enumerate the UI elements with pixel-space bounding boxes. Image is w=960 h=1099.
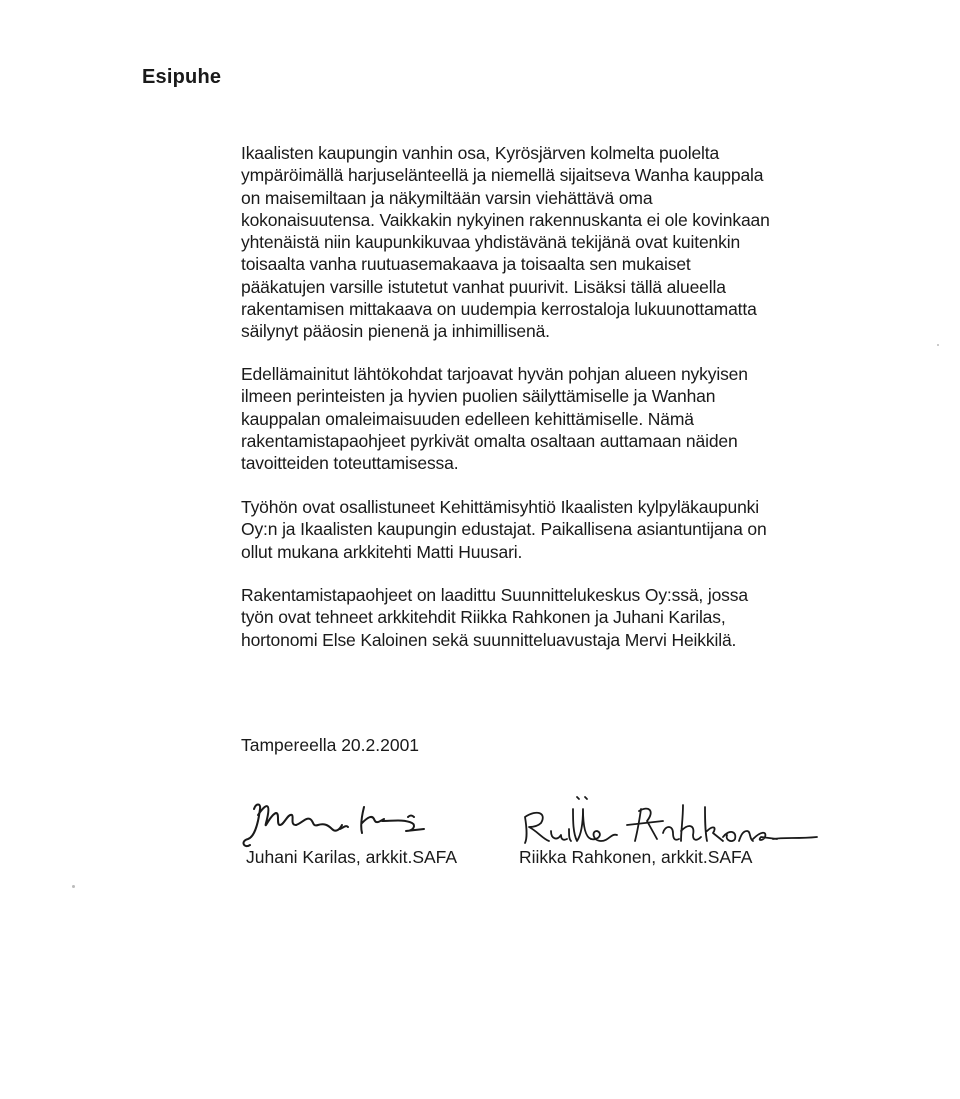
text-line: säilynyt pääosin pienenä ja inhimillisenä. (241, 321, 550, 342)
text-line: rakentamisen mittakaava on uudempia kerrostaloja lukuunottamatta (241, 299, 757, 320)
paragraph-1 (241, 142, 831, 343)
text-line: kauppalan omaleimaisuuden edelleen kehittämiselle. Nämä (241, 408, 694, 429)
text-line: ympäröimällä harjuselänteellä ja niemellä sijaitseva Wanha kauppala (241, 165, 764, 186)
scan-speck (937, 344, 939, 346)
text-line: pääkatujen varsille istutetut vanhat puurivit. Lisäksi tällä alueella (241, 276, 726, 297)
text-line: yhtenäistä niin kaupunkikuvaa yhdistävänä tekijänä ovat kuitenkin (241, 232, 741, 253)
text-line: ilmeen perinteisten ja hyvien puolien säilyttämiselle ja Wanhan (241, 386, 716, 407)
handwritten-signature-karilas (236, 795, 476, 851)
signature-block-rahkonen (517, 795, 837, 868)
paragraph-3 (241, 496, 831, 563)
text-line: tavoitteiden toteuttamisessa. (241, 453, 459, 474)
paragraph-2 (241, 363, 831, 474)
signature-block-karilas (236, 795, 496, 868)
text-line: työn ovat tehneet arkkitehdit Riikka Rahkonen ja Juhani Karilas, (241, 607, 726, 628)
text-line: rakentamistapaohjeet pyrkivät omalta osaltaan auttamaan näiden (241, 430, 738, 451)
text-line: kokonaisuutensa. Vaikkakin nykyinen rakennuskanta ei ole kovinkaan (241, 209, 770, 230)
text-line: Oy:n ja Ikaalisten kaupungin edustajat. Paikallisena asiantuntijana on (241, 519, 767, 540)
text-line: Edellämainitut lähtökohdat tarjoavat hyvän pohjan alueen nykyisen (241, 364, 748, 384)
handwritten-signature-rahkonen (517, 795, 837, 851)
text-line: ollut mukana arkkitehti Matti Huusari. (241, 541, 523, 562)
place-and-date: Tampereella 20.2.2001 (241, 735, 420, 755)
signatory-name: Riikka Rahkonen, arkkit.SAFA (519, 847, 753, 867)
paragraph-4 (241, 584, 831, 651)
scan-speck (72, 885, 75, 888)
signatory-name: Juhani Karilas, arkkit.SAFA (246, 847, 458, 867)
text-line: Rakentamistapaohjeet on laadittu Suunnittelukeskus Oy:ssä, jossa (241, 585, 748, 605)
text-line: Työhön ovat osallistuneet Kehittämisyhtiö Ikaalisten kylpyläkaupunki (241, 497, 760, 517)
text-line: on maisemiltaan ja näkymiltään varsin viehättävä oma (241, 187, 653, 208)
text-line: Ikaalisten kaupungin vanhin osa, Kyrösjärven kolmelta puolelta (241, 143, 720, 163)
page-title: Esipuhe (142, 66, 222, 88)
text-line: hortonomi Else Kaloinen sekä suunnitteluavustaja Mervi Heikkilä. (241, 629, 737, 650)
text-line: toisaalta vanha ruutuasemakaava ja toisaalta sen mukaiset (241, 254, 691, 275)
